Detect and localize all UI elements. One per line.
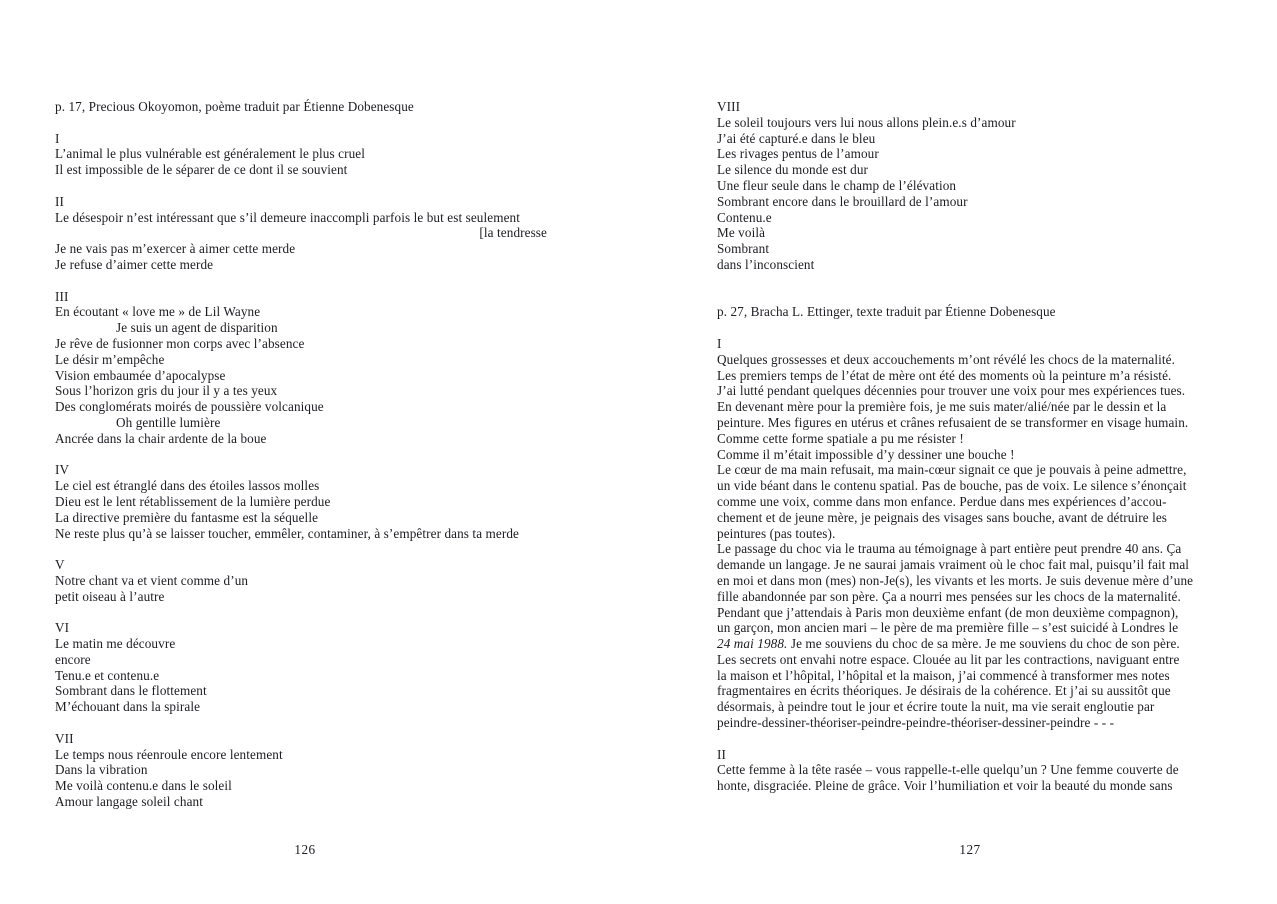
text-line: Notre chant va et vient comme d’un [55,572,249,588]
stanza [55,557,595,604]
stanza [717,747,1257,794]
text-line: en moi et dans mon (mes) non-Je(s), les vivants et les morts. Je suis devenue mère d’une [717,572,1194,588]
text-line: Le désespoir n’est intéressant que s’il demeure inaccompli parfois le but est seulement [55,209,520,225]
text-line: peintures (pas toutes). [717,525,836,541]
poem-stanzas-right [717,99,1257,273]
text-line: Le désir m’empêche [55,351,165,367]
text-line: Le silence du monde est dur [717,162,869,178]
text-line: Sombrant dans le flottement [55,683,207,699]
text-line: Ne reste plus qu’à se laisser toucher, emmêler, contaminer, à s’empêtrer dans ta merde [55,525,519,541]
text-line: En devenant mère pour la première fois, je me suis mater/alié/née par le dessin et la [717,399,1167,415]
page-number-left: 126 [294,842,316,857]
text-line: Des conglomérats moirés de poussière volcanique [55,399,324,415]
text-line: Dieu est le lent rétablissement de la lumière perdue [55,493,331,509]
stanza [55,462,595,541]
text-line: Me voilà contenu.e dans le soleil [55,778,232,794]
stanza-numeral: VII [55,730,74,746]
text-line: J’ai été capturé.e dans le bleu [717,130,876,146]
text-line: peindre-dessiner-théoriser-peindre-peindre-théoriser-dessiner-peindre - - - [717,715,1115,731]
text-line: Amour langage soleil chant [55,794,203,810]
source-heading-right: p. 27, Bracha L. Ettinger, texte traduit par Étienne Dobenesque [717,304,1056,320]
text-line: Vision embaumée d’apocalypse [55,367,226,383]
stanza-numeral: III [55,288,69,304]
text-line: La directive première du fantasme est la séquelle [55,509,319,525]
text-line: Le ciel est étranglé dans des étoiles lassos molles [55,478,320,494]
stanza-numeral: II [717,746,726,762]
stanza [55,620,595,715]
page-right [717,99,1257,794]
text-line: Le cœur de ma main refusait, ma main-cœur signait ce que je pouvais à peine admettre, [717,462,1187,478]
stanza-numeral: VIII [717,99,741,114]
text-line: honte, disgraciée. Pleine de grâce. Voir l’humiliation et voir la beauté du monde sans [717,778,1173,794]
text-line: M’échouant dans la spirale [55,699,201,715]
text-line: Je ne vais pas m’exercer à aimer cette merde [55,241,296,257]
text-line: Sombrant encore dans le brouillard de l’amour [717,193,968,209]
stanza [55,131,595,178]
text-line: Ancrée dans la chair ardente de la boue [55,430,267,446]
stanza-numeral: IV [55,462,70,478]
source-heading-left: p. 17, Precious Okoyomon, poème traduit par Étienne Dobenesque [55,99,414,114]
italic-text-segment: 24 mai 1988. [717,636,788,652]
stanza [717,336,1257,731]
page-left [55,99,595,810]
text-line: dans l’inconscient [717,256,815,272]
text-line: Contenu.e [717,209,772,225]
text-line: Quelques grossesses et deux accouchements m’ont révélé les chocs de la maternalité. [717,351,1175,367]
text-line: un vide béant dans le contenu spatial. Pas de bouche, pas de voix. Le silence s’énonçait [717,478,1187,494]
text-segment: Je me souviens du choc de sa mère. Je me souviens du choc de son père. [787,636,1180,652]
text-line: comme une voix, comme dans mon enfance. Perdue dans mes expériences d’accou- [717,493,1167,509]
stanza [717,99,1257,273]
text-line: encore [55,651,91,667]
stanza-numeral: II [55,193,64,209]
text-line: petit oiseau à l’autre [55,588,165,604]
page-number-right: 127 [959,842,981,857]
text-line: Comme il m’était impossible d’y dessiner une bouche ! [717,446,1015,462]
stanza [55,731,595,810]
text-line: Tenu.e et contenu.e [55,667,160,683]
text-line: En écoutant « love me » de Lil Wayne [55,304,261,320]
text-line: Le passage du choc via le trauma au témoignage à part entière peut prendre 40 ans. Ça [717,541,1182,557]
text-line: L’animal le plus vulnérable est généralement le plus cruel [55,146,365,162]
text-line: Comme cette forme spatiale a pu me résister ! [717,430,964,446]
stanza [55,194,595,273]
stanza-numeral: I [55,130,60,146]
text-line: fragmentaires en écrits théoriques. Je désirais de la cohérence. Et j’ai su aussitôt que [717,683,1171,699]
text-line: demande un langage. Je ne saurai jamais vraiment où le choc fait mal, puisqu’il fait mal [717,557,1190,573]
text-line: peinture. Mes figures en utérus et crânes refusaient de se transformer en visage humain. [717,414,1189,430]
stanza-numeral: VI [55,620,70,636]
text-line: Le soleil toujours vers lui nous allons plein.e.s d’amour [717,114,1016,130]
stanza-numeral: I [717,335,722,351]
text-line: Pendant que j’attendais à Paris mon deuxième enfant (de mon deuxième compagnon), [717,604,1179,620]
text-line: désormais, à peindre tout le jour et écrire toute la nuit, ma vie serait engloutie par [717,699,1155,715]
text-line: Cette femme à la tête rasée – vous rappelle-t-elle quelqu’un ? Une femme couverte de [717,762,1179,778]
text-line: Les premiers temps de l’état de mère ont été des moments où la peinture m’a résisté. [717,367,1172,383]
text-line: Il est impossible de le séparer de ce dont il se souvient [55,162,348,178]
text-line: J’ai lutté pendant quelques décennies pour trouver une voix pour mes expériences tues. [717,383,1186,399]
stanza-numeral: V [55,557,65,573]
text-line: la maison et l’hôpital, l’hôpital et la maison, j’ai commencé à transformer mes notes [717,667,1170,683]
text-line [717,636,1257,652]
text-line: Dans la vibration [55,762,148,778]
text-line: Le matin me découvre [55,636,176,652]
text-line: Sous l’horizon gris du jour il y a tes yeux [55,383,278,399]
text-line: Je refuse d’aimer cette merde [55,256,214,272]
text-line: un garçon, mon ancien mari – le père de ma première fille – s’est suicidé à Londres le [717,620,1179,636]
text-line: Les secrets ont envahi notre espace. Clouée au lit par les contractions, naviguant entre [717,651,1180,667]
text-line: [la tendresse [479,225,547,241]
text-line: Les rivages pentus de l’amour [717,146,879,162]
text-line: chement et de jeune mère, je peignais des visages sans bouche, avant de détruire les [717,509,1168,525]
prose-sections-right [717,336,1257,794]
text-line: Je suis un agent de disparition [116,320,278,336]
text-line: fille abandonnée par son père. Ça a nourri mes pensées sur les chocs de la maternalité. [717,588,1181,604]
poem-stanzas-left [55,131,595,810]
text-line: Je rêve de fusionner mon corps avec l’absence [55,335,305,351]
text-line: Sombrant [717,241,770,257]
text-line: Une fleur seule dans le champ de l’élévation [717,177,957,193]
text-line: Le temps nous réenroule encore lentement [55,746,283,762]
text-line: Me voilà [717,225,766,241]
text-line: Oh gentille lumière [116,414,221,430]
stanza [55,289,595,447]
